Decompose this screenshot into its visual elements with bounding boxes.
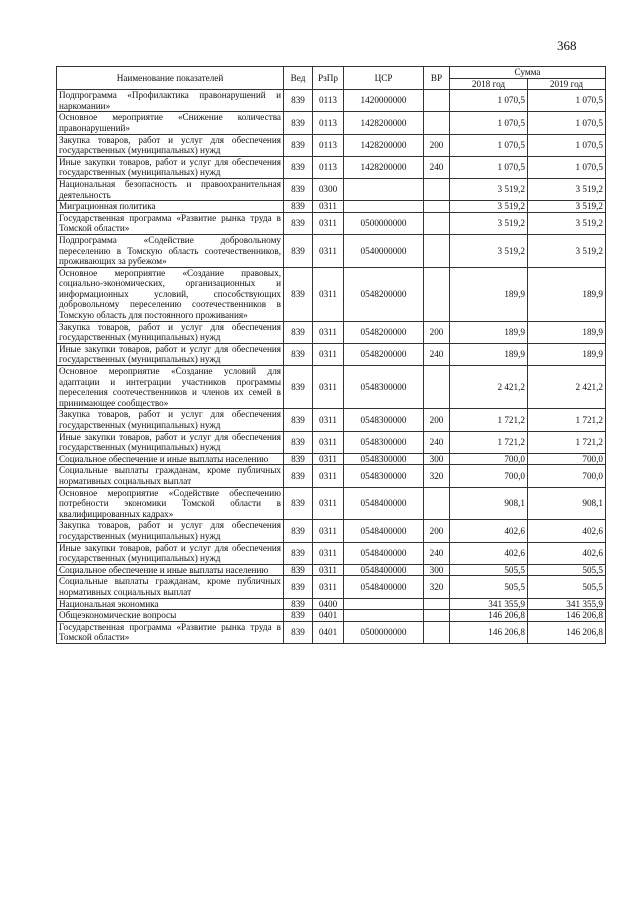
row-sum-2018: 505,5: [450, 564, 528, 576]
table-row: [57, 431, 606, 453]
row-sum-2018: 189,9: [450, 267, 528, 321]
row-name: Закупка товаров, работ и услуг для обеспечения государственных (муниципальных) нужд: [57, 321, 284, 343]
row-sum-2019: 700,0: [528, 465, 606, 487]
row-csr: 0548300000: [344, 431, 424, 453]
row-vr: 240: [424, 542, 450, 564]
row-csr: 0548400000: [344, 542, 424, 564]
table-row: [57, 134, 606, 156]
table-row: [57, 321, 606, 343]
page-number: 368: [557, 38, 577, 53]
row-name: Национальная безопасность и правоохранительная деятельность: [57, 178, 284, 200]
row-ved: 839: [284, 112, 313, 134]
row-rzpr: 0113: [313, 156, 344, 178]
row-ved: 839: [284, 576, 313, 598]
row-csr: 1428200000: [344, 112, 424, 134]
row-rzpr: 0311: [313, 576, 344, 598]
row-sum-2019: 1 070,5: [528, 156, 606, 178]
table-row: [57, 576, 606, 598]
row-ved: 839: [284, 90, 313, 112]
row-ved: 839: [284, 321, 313, 343]
row-sum-2019: 505,5: [528, 564, 606, 576]
table-row: [57, 520, 606, 542]
row-sum-2018: 908,1: [450, 487, 528, 520]
row-ved: 839: [284, 453, 313, 465]
table-row: [57, 90, 606, 112]
row-vr: 300: [424, 453, 450, 465]
row-sum-2019: 3 519,2: [528, 178, 606, 200]
row-rzpr: 0300: [313, 178, 344, 200]
row-rzpr: 0311: [313, 564, 344, 576]
row-ved: 839: [284, 465, 313, 487]
table-row: [57, 598, 606, 610]
row-ved: 839: [284, 234, 313, 267]
header-year-2019: 2019 год: [528, 78, 606, 90]
row-csr: [344, 178, 424, 200]
table-row: [57, 178, 606, 200]
row-rzpr: 0311: [313, 212, 344, 234]
table-row: [57, 343, 606, 365]
row-sum-2018: 189,9: [450, 343, 528, 365]
table-row: [57, 465, 606, 487]
row-ved: 839: [284, 134, 313, 156]
row-ved: 839: [284, 520, 313, 542]
row-name: Государственная программа «Развитие рынка труда в Томской области»: [57, 621, 284, 643]
row-ved: 839: [284, 267, 313, 321]
row-csr: 0548300000: [344, 409, 424, 431]
header-ved: Вед: [284, 67, 313, 90]
row-name: Закупка товаров, работ и услуг для обеспечения государственных (муниципальных) нужд: [57, 520, 284, 542]
row-ved: 839: [284, 366, 313, 409]
row-ved: 839: [284, 343, 313, 365]
table-header: [57, 67, 606, 90]
row-vr: 240: [424, 343, 450, 365]
row-vr: [424, 366, 450, 409]
row-sum-2018: 1 070,5: [450, 112, 528, 134]
row-ved: 839: [284, 621, 313, 643]
row-sum-2019: 1 070,5: [528, 134, 606, 156]
row-sum-2019: 189,9: [528, 343, 606, 365]
row-csr: 0548300000: [344, 366, 424, 409]
row-sum-2019: 908,1: [528, 487, 606, 520]
header-vr: ВР: [424, 67, 450, 90]
row-sum-2019: 146 206,8: [528, 621, 606, 643]
row-vr: [424, 267, 450, 321]
table-row: [57, 542, 606, 564]
row-sum-2018: 3 519,2: [450, 212, 528, 234]
row-rzpr: 0311: [313, 465, 344, 487]
row-sum-2018: 402,6: [450, 542, 528, 564]
row-vr: [424, 178, 450, 200]
table-row: [57, 409, 606, 431]
row-name: Общеэкономические вопросы: [57, 610, 284, 622]
row-rzpr: 0113: [313, 112, 344, 134]
row-name: Подпрограмма «Профилактика правонарушений и наркомании»: [57, 90, 284, 112]
row-vr: [424, 598, 450, 610]
row-name: Миграционная политика: [57, 201, 284, 213]
row-sum-2019: 505,5: [528, 576, 606, 598]
header-sum: Сумма: [450, 67, 606, 79]
row-vr: 300: [424, 564, 450, 576]
row-name: Иные закупки товаров, работ и услуг для обеспечения государственных (муниципальных) нужд: [57, 431, 284, 453]
row-rzpr: 0311: [313, 542, 344, 564]
row-name: Иные закупки товаров, работ и услуг для обеспечения государственных (муниципальных) нужд: [57, 156, 284, 178]
row-csr: [344, 201, 424, 213]
row-name: Закупка товаров, работ и услуг для обеспечения государственных (муниципальных) нужд: [57, 409, 284, 431]
row-rzpr: 0311: [313, 520, 344, 542]
row-rzpr: 0113: [313, 90, 344, 112]
row-csr: 0548300000: [344, 465, 424, 487]
row-vr: 200: [424, 134, 450, 156]
row-csr: 0548400000: [344, 487, 424, 520]
row-sum-2018: 1 070,5: [450, 156, 528, 178]
table-body: [57, 90, 606, 644]
row-rzpr: 0400: [313, 598, 344, 610]
row-vr: [424, 201, 450, 213]
row-sum-2018: 700,0: [450, 465, 528, 487]
row-rzpr: 0311: [313, 343, 344, 365]
row-sum-2019: 3 519,2: [528, 234, 606, 267]
row-vr: [424, 212, 450, 234]
row-sum-2018: 341 355,9: [450, 598, 528, 610]
row-csr: 1428200000: [344, 134, 424, 156]
row-rzpr: 0311: [313, 487, 344, 520]
row-csr: 0548400000: [344, 520, 424, 542]
row-rzpr: 0401: [313, 610, 344, 622]
row-rzpr: 0311: [313, 409, 344, 431]
row-sum-2018: 146 206,8: [450, 610, 528, 622]
row-csr: 0548200000: [344, 343, 424, 365]
row-sum-2018: 1 721,2: [450, 409, 528, 431]
header-rzpr: РзПр: [313, 67, 344, 90]
table-row: [57, 610, 606, 622]
row-csr: 0548400000: [344, 576, 424, 598]
row-vr: 240: [424, 431, 450, 453]
row-vr: 200: [424, 520, 450, 542]
row-sum-2019: 1 070,5: [528, 90, 606, 112]
row-ved: 839: [284, 409, 313, 431]
row-sum-2019: 2 421,2: [528, 366, 606, 409]
row-name: Подпрограмма «Содействие добровольному переселению в Томскую область соотечественников, проживающих за рубежом»: [57, 234, 284, 267]
row-vr: [424, 234, 450, 267]
row-sum-2019: 1 070,5: [528, 112, 606, 134]
row-sum-2018: 402,6: [450, 520, 528, 542]
row-rzpr: 0311: [313, 267, 344, 321]
table-row: [57, 366, 606, 409]
header-csr: ЦСР: [344, 67, 424, 90]
row-rzpr: 0311: [313, 431, 344, 453]
row-sum-2019: 189,9: [528, 267, 606, 321]
table-row: [57, 487, 606, 520]
table-row: [57, 234, 606, 267]
row-ved: 839: [284, 178, 313, 200]
row-sum-2019: 402,6: [528, 520, 606, 542]
row-vr: [424, 610, 450, 622]
row-csr: 0548200000: [344, 321, 424, 343]
row-sum-2018: 3 519,2: [450, 234, 528, 267]
table-row: [57, 112, 606, 134]
row-name: Иные закупки товаров, работ и услуг для обеспечения государственных (муниципальных) нужд: [57, 542, 284, 564]
row-sum-2019: 3 519,2: [528, 212, 606, 234]
row-sum-2019: 146 206,8: [528, 610, 606, 622]
table-row: [57, 621, 606, 643]
row-sum-2019: 189,9: [528, 321, 606, 343]
header-name: Наименование показателей: [57, 67, 284, 90]
table-row: [57, 201, 606, 213]
row-vr: 320: [424, 576, 450, 598]
row-rzpr: 0311: [313, 453, 344, 465]
row-ved: 839: [284, 201, 313, 213]
row-sum-2018: 3 519,2: [450, 178, 528, 200]
row-vr: [424, 90, 450, 112]
row-vr: 240: [424, 156, 450, 178]
row-ved: 839: [284, 564, 313, 576]
row-name: Социальное обеспечение и иные выплаты населению: [57, 453, 284, 465]
row-sum-2018: 146 206,8: [450, 621, 528, 643]
row-name: Основное мероприятие «Снижение количества правонарушений»: [57, 112, 284, 134]
row-sum-2019: 402,6: [528, 542, 606, 564]
row-name: Социальные выплаты гражданам, кроме публичных нормативных социальных выплат: [57, 465, 284, 487]
row-ved: 839: [284, 542, 313, 564]
row-ved: 839: [284, 487, 313, 520]
row-vr: [424, 112, 450, 134]
row-rzpr: 0311: [313, 201, 344, 213]
row-csr: [344, 610, 424, 622]
row-name: Основное мероприятие «Создание условий для адаптации и интеграции участников программы переселения соотечественников и членов их семей в принимающее сообщество»: [57, 366, 284, 409]
row-vr: [424, 487, 450, 520]
row-rzpr: 0311: [313, 234, 344, 267]
row-name: Государственная программа «Развитие рынка труда в Томской области»: [57, 212, 284, 234]
row-sum-2018: 189,9: [450, 321, 528, 343]
row-sum-2019: 341 355,9: [528, 598, 606, 610]
table-row: [57, 267, 606, 321]
row-ved: 839: [284, 156, 313, 178]
row-csr: 0500000000: [344, 621, 424, 643]
row-vr: 200: [424, 409, 450, 431]
row-name: Закупка товаров, работ и услуг для обеспечения государственных (муниципальных) нужд: [57, 134, 284, 156]
row-ved: 839: [284, 212, 313, 234]
row-name: Национальная экономика: [57, 598, 284, 610]
row-rzpr: 0311: [313, 366, 344, 409]
budget-table: [56, 66, 606, 644]
header-year-2018: 2018 год: [450, 78, 528, 90]
row-name: Основное мероприятие «Создание правовых, социально-экономических, организационных и информационных условий, способствующих добровольному переселению соотечественников в Томскую область для постоянного проживания»: [57, 267, 284, 321]
row-sum-2018: 1 721,2: [450, 431, 528, 453]
row-csr: [344, 598, 424, 610]
row-name: Иные закупки товаров, работ и услуг для обеспечения государственных (муниципальных) нужд: [57, 343, 284, 365]
row-csr: 1428200000: [344, 156, 424, 178]
row-sum-2019: 3 519,2: [528, 201, 606, 213]
row-csr: 1420000000: [344, 90, 424, 112]
row-csr: 0500000000: [344, 212, 424, 234]
table-row: [57, 453, 606, 465]
row-sum-2019: 700,0: [528, 453, 606, 465]
row-rzpr: 0113: [313, 134, 344, 156]
table-row: [57, 564, 606, 576]
row-ved: 839: [284, 598, 313, 610]
row-ved: 839: [284, 610, 313, 622]
row-name: Основное мероприятие «Содействие обеспечению потребности экономики Томской области в квалифицированных кадрах»: [57, 487, 284, 520]
row-vr: 200: [424, 321, 450, 343]
row-sum-2018: 505,5: [450, 576, 528, 598]
row-sum-2018: 2 421,2: [450, 366, 528, 409]
row-csr: 0548400000: [344, 564, 424, 576]
row-name: Социальные выплаты гражданам, кроме публичных нормативных социальных выплат: [57, 576, 284, 598]
row-sum-2018: 1 070,5: [450, 134, 528, 156]
table-row: [57, 156, 606, 178]
row-name: Социальное обеспечение и иные выплаты населению: [57, 564, 284, 576]
row-rzpr: 0401: [313, 621, 344, 643]
row-vr: [424, 621, 450, 643]
row-sum-2019: 1 721,2: [528, 431, 606, 453]
row-sum-2018: 700,0: [450, 453, 528, 465]
row-rzpr: 0311: [313, 321, 344, 343]
row-ved: 839: [284, 431, 313, 453]
row-vr: 320: [424, 465, 450, 487]
row-sum-2018: 3 519,2: [450, 201, 528, 213]
row-sum-2018: 1 070,5: [450, 90, 528, 112]
row-csr: 0540000000: [344, 234, 424, 267]
row-sum-2019: 1 721,2: [528, 409, 606, 431]
row-csr: 0548300000: [344, 453, 424, 465]
row-csr: 0548200000: [344, 267, 424, 321]
table-row: [57, 212, 606, 234]
